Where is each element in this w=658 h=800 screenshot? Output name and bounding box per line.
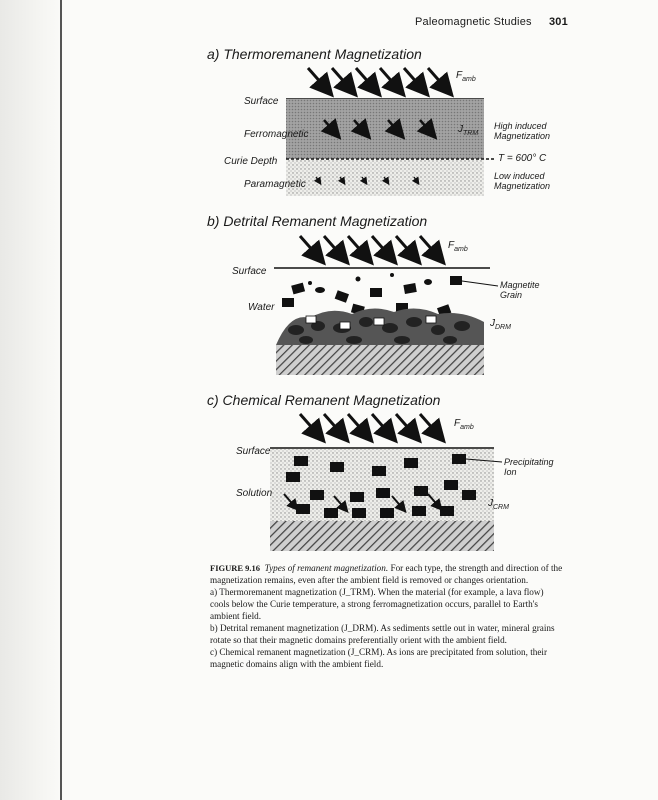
page-number: 301 <box>548 16 568 28</box>
panel-c-field-arrows <box>300 414 442 439</box>
j-drm-label: $J_{DRM}$ <box>490 318 511 331</box>
panel-a-title: a) Thermoremanent Magnetization <box>207 46 422 62</box>
water-label: Water <box>248 302 275 313</box>
ferromagnetic-label: Ferromagnetic <box>244 129 309 140</box>
curie-depth-label: Curie Depth <box>224 156 278 167</box>
panel-a-surface-label: Surface <box>244 96 279 107</box>
panel-c-title: c) Chemical Remanent Magnetization <box>207 392 441 408</box>
magnetite-leader <box>462 281 498 286</box>
caption-part-a: a) Thermoremanent magnetization (J_TRM). When the material (for example, a lava flow) cools below the Curie temperature, a strong ferromagnetization occurs, parallel to Earth's ambient field. <box>210 587 544 621</box>
j-crm-label: $J_{CRM}$ <box>488 498 509 511</box>
solution-label: Solution <box>236 488 273 499</box>
panel-c-bedrock <box>270 521 494 551</box>
ferromagnetic-layer <box>286 99 484 159</box>
panel-b-bedrock <box>276 345 484 375</box>
panel-b-field-arrows <box>300 236 442 261</box>
panel-c-surface-label: Surface <box>236 446 271 457</box>
panel-c-field-label: $F_{amb}$ <box>454 418 474 431</box>
sediment-pile <box>276 308 484 345</box>
panel-a-field-arrows <box>308 68 450 93</box>
magnetite-grain-label: Magnetite Grain <box>500 280 540 300</box>
caption-part-c: c) Chemical remanent magnetization (J_CRM). As ions are precipitated from solution, their magnetic domains align with the ambient field. <box>210 647 548 669</box>
caption-part-b: b) Detrital remanent magnetization (J_DRM). As sediments settle out in water, mineral grains rotate so that their magnetic domains preferentially orient with the ambient field. <box>210 623 555 645</box>
panel-b-title: b) Detrital Remanent Magnetization <box>207 213 428 229</box>
high-induced-label: High induced Magnetization <box>494 121 551 141</box>
precipitating-ion-label: Precipitating Ion <box>504 457 554 477</box>
caption-head: FIGURE 9.16 <box>210 563 261 573</box>
temperature-label: T = 600° C <box>498 153 547 164</box>
low-induced-label: Low induced Magnetization <box>494 171 551 191</box>
panel-b-surface-label: Surface <box>232 266 267 277</box>
caption-line1: For each type, the strength and direction of the magnetization remains, even after the ambient field is removed or changes orientation. <box>210 563 563 585</box>
j-trm-label: $J_{TRM}$ <box>458 124 479 137</box>
running-title: Paleomagnetic Studies <box>415 16 532 28</box>
panel-a-field-label: $F_{amb}$ <box>456 70 476 83</box>
panel-b-field-label: $F_{amb}$ <box>448 240 468 253</box>
paramagnetic-label: Paramagnetic <box>244 179 306 190</box>
caption-title: Types of remanent magnetization. <box>264 563 389 573</box>
figure-caption <box>210 562 565 670</box>
